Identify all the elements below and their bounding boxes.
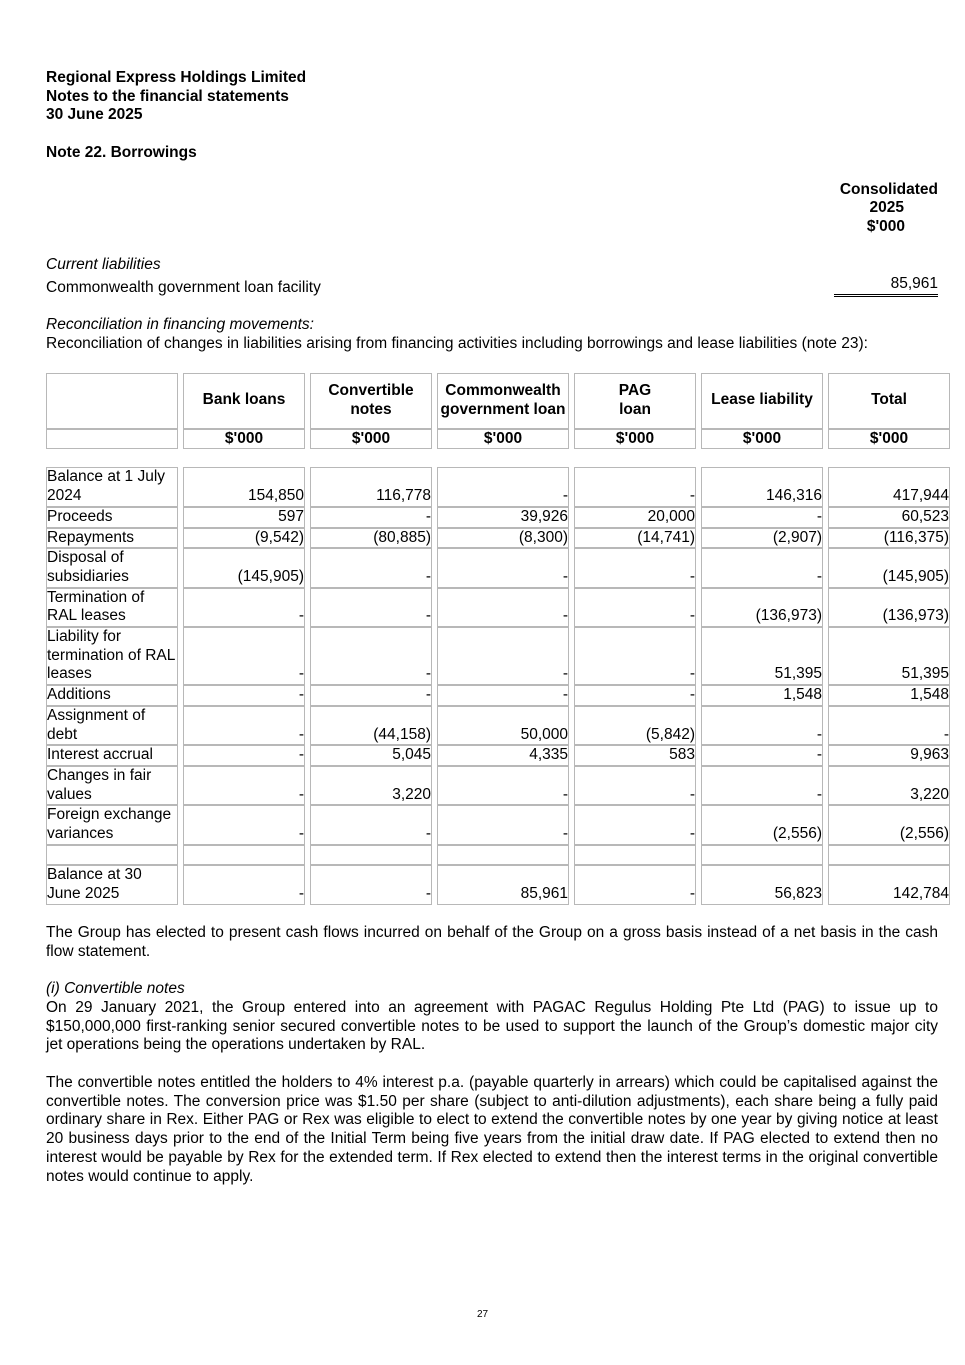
row-value: 4,335 (437, 745, 569, 766)
row-value: 50,000 (437, 706, 569, 745)
row-value: 154,850 (183, 467, 305, 506)
spacer-cell (574, 845, 696, 866)
page-number: 27 (476, 1309, 489, 1320)
row-value: 1,548 (701, 685, 823, 706)
row-label: Repayments (46, 528, 178, 549)
current-liabilities-section (46, 256, 938, 297)
row-value: - (183, 706, 305, 745)
row-value: - (574, 588, 696, 627)
unit-header: $'000 (310, 429, 432, 450)
table-row (46, 588, 950, 627)
table-header-grid (41, 373, 955, 450)
table-row (46, 706, 950, 745)
reconciliation-section (46, 316, 938, 353)
row-value: (5,842) (574, 706, 696, 745)
row-value: (2,556) (828, 805, 950, 844)
row-value: - (574, 685, 696, 706)
consolidated-year: 2025 (869, 199, 904, 217)
row-value: - (183, 745, 305, 766)
row-value: - (574, 467, 696, 506)
row-value: - (574, 766, 696, 805)
row-value: - (183, 685, 305, 706)
column-header: Total (828, 373, 950, 429)
row-value: (8,300) (437, 528, 569, 549)
table-row (46, 766, 950, 805)
row-value: - (437, 627, 569, 685)
row-label: Disposal of subsidiaries (46, 548, 178, 587)
document-page (46, 69, 949, 1186)
row-value: 56,823 (701, 865, 823, 904)
row-label: Foreign exchange variances (46, 805, 178, 844)
table-row (46, 507, 950, 528)
current-liabilities-item-label: Commonwealth government loan facility (46, 278, 321, 296)
column-header: Commonwealth government loan (437, 373, 569, 429)
row-value: 417,944 (828, 467, 950, 506)
row-value: - (701, 706, 823, 745)
row-value: (145,905) (183, 548, 305, 587)
row-value: 3,220 (828, 766, 950, 805)
unit-blank-cell (46, 429, 178, 450)
row-value: - (183, 865, 305, 904)
row-value: - (310, 588, 432, 627)
column-header-row (46, 373, 950, 429)
row-value: - (574, 627, 696, 685)
reconciliation-table (41, 467, 955, 904)
row-label: Balance at 30 June 2025 (46, 865, 178, 904)
row-value: - (437, 685, 569, 706)
row-value: - (574, 805, 696, 844)
row-label: Changes in fair values (46, 766, 178, 805)
consolidated-column-header (46, 181, 938, 237)
row-value: - (310, 865, 432, 904)
spacer-cell (310, 845, 432, 866)
row-value: 39,926 (437, 507, 569, 528)
document-date: 30 June 2025 (46, 106, 143, 124)
row-value: - (310, 627, 432, 685)
row-value: - (183, 766, 305, 805)
spacer-cell (828, 845, 950, 866)
row-value: - (574, 548, 696, 587)
row-value: 51,395 (828, 627, 950, 685)
column-header: Lease liability (701, 373, 823, 429)
row-value: - (437, 766, 569, 805)
row-value: (136,973) (701, 588, 823, 627)
row-value: - (437, 467, 569, 506)
spacer-cell (183, 845, 305, 866)
row-value: 597 (183, 507, 305, 528)
convertible-notes-paragraph-1: On 29 January 2021, the Group entered into an agreement with PAGAC Regulus Holding Pte Ltd (PAG) to issue up to $150,000,000 first-ranking senior secured convertible notes to be used to support the launch of the Group’s domestic major city jet operations being the operations undertaken by RAL. (46, 998, 938, 1054)
row-value: (2,556) (701, 805, 823, 844)
row-value: (9,542) (183, 528, 305, 549)
row-value: - (437, 548, 569, 587)
row-value: - (701, 507, 823, 528)
unit-header: $'000 (701, 429, 823, 450)
consolidated-label: Consolidated (839, 180, 938, 198)
table-row (46, 685, 950, 706)
current-liabilities-item-value: 85,961 (834, 275, 938, 298)
unit-header: $'000 (574, 429, 696, 450)
row-value: 60,523 (828, 507, 950, 528)
row-label: Additions (46, 685, 178, 706)
row-value: - (183, 588, 305, 627)
table-row (46, 865, 950, 904)
row-value: - (183, 805, 305, 844)
row-label: Termination of RAL leases (46, 588, 178, 627)
row-value: - (828, 706, 950, 745)
table-row (46, 745, 950, 766)
spacer-cell (701, 845, 823, 866)
row-value: 583 (574, 745, 696, 766)
row-value: - (310, 548, 432, 587)
row-value: - (574, 865, 696, 904)
row-value: 116,778 (310, 467, 432, 506)
row-value: (136,973) (828, 588, 950, 627)
document-title: Notes to the financial statements (46, 87, 289, 105)
row-value: - (701, 548, 823, 587)
reconciliation-intro: Reconciliation of changes in liabilities arising from financing activities including borrowings and lease liabilities (note 23): (46, 334, 868, 352)
unit-header: $'000 (437, 429, 569, 450)
spacer-cell (437, 845, 569, 866)
row-value: - (437, 588, 569, 627)
table-row (46, 467, 950, 506)
row-value: 3,220 (310, 766, 432, 805)
row-label: Liability for termination of RAL leases (46, 627, 178, 685)
row-value: - (183, 627, 305, 685)
row-value: 1,548 (828, 685, 950, 706)
row-value: (14,741) (574, 528, 696, 549)
convertible-notes-section (46, 980, 938, 1055)
row-value: 5,045 (310, 745, 432, 766)
row-value: (116,375) (828, 528, 950, 549)
row-value: 9,963 (828, 745, 950, 766)
unit-header: $'000 (828, 429, 950, 450)
row-value: - (701, 766, 823, 805)
row-value: (145,905) (828, 548, 950, 587)
gross-basis-paragraph: The Group has elected to present cash flows incurred on behalf of the Group on a gross basis instead of a net basis in the cash flow statement. (46, 923, 938, 960)
reconciliation-table-header (46, 373, 938, 450)
column-header: Bank loans (183, 373, 305, 429)
table-row (46, 528, 950, 549)
company-name: Regional Express Holdings Limited (46, 69, 307, 86)
convertible-notes-heading: (i) Convertible notes (46, 980, 185, 998)
row-label: Interest accrual (46, 745, 178, 766)
row-value: (44,158) (310, 706, 432, 745)
row-value: (2,907) (701, 528, 823, 549)
row-value: - (310, 685, 432, 706)
header-blank-cell (46, 373, 178, 429)
row-value: 51,395 (701, 627, 823, 685)
unit-header: $'000 (183, 429, 305, 450)
consolidated-unit: $'000 (866, 218, 905, 236)
convertible-notes-paragraph-2: The convertible notes entitled the holders to 4% interest p.a. (payable quarterly in arrears) which could be capitalised against the convertible notes. The conversion price was $1.50 per share (subject to anti-dilution adjustments), each share being a fully paid ordinary share in Rex. Either PAG or Rex was eligible to elect to extend the convertible notes by one year by giving notice at least 20 business days prior to the end of the Initial Term being five years from the initial draw date. If PAG elected to extend then no interest would be payable by Rex for the extended term. If Rex elected to extend then the interest terms in the original convertible notes would continue to apply. (46, 1074, 938, 1185)
row-value: (80,885) (310, 528, 432, 549)
row-label: Assignment of debt (46, 706, 178, 745)
row-value: - (701, 745, 823, 766)
column-header: PAG loan (574, 373, 696, 429)
row-value: - (310, 507, 432, 528)
table-row (46, 805, 950, 844)
row-value: - (310, 805, 432, 844)
row-label: Proceeds (46, 507, 178, 528)
row-value: 142,784 (828, 865, 950, 904)
current-liabilities-heading: Current liabilities (46, 255, 161, 273)
row-value: 146,316 (701, 467, 823, 506)
unit-header-row (46, 429, 950, 450)
current-liabilities-row (46, 275, 938, 298)
row-label: Balance at 1 July 2024 (46, 467, 178, 506)
spacer-cell (46, 845, 178, 866)
row-value: 20,000 (574, 507, 696, 528)
table-row (46, 627, 950, 685)
row-value: - (437, 805, 569, 844)
document-header (46, 69, 938, 125)
table-spacer-row (46, 845, 950, 866)
column-header: Convertible notes (310, 373, 432, 429)
row-value: 85,961 (437, 865, 569, 904)
note-title: Note 22. Borrowings (46, 144, 197, 162)
table-row (46, 548, 950, 587)
reconciliation-heading: Reconciliation in financing movements: (46, 316, 314, 334)
